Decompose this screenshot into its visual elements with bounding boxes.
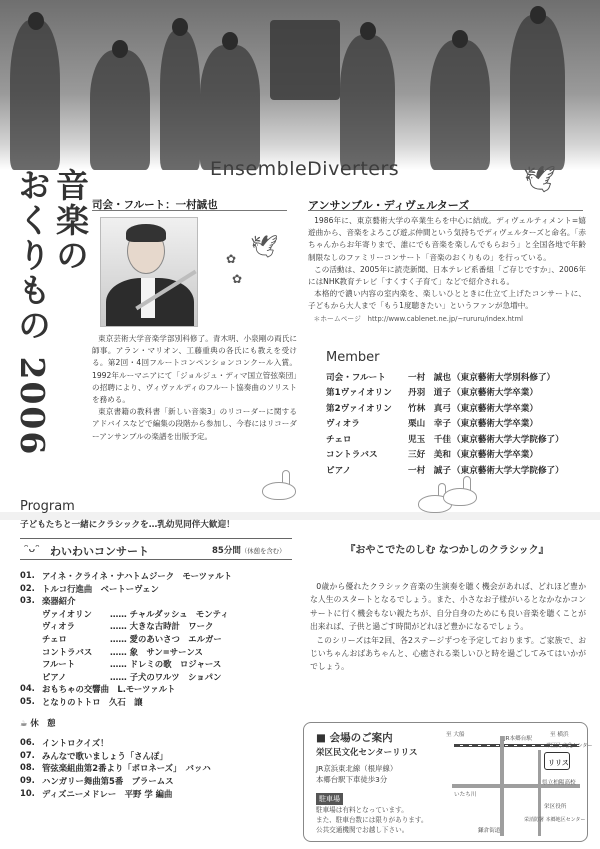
instrument-item: ピアノ …… 子犬のワルツ ショパン — [42, 671, 222, 682]
program-item: 09. ハンガリー舞曲第5番 ブラームス — [20, 774, 174, 786]
series-paragraph: このシリーズは年2回、各2ステージずつを予定しております。ご家族で、おじいちゃんおばあちゃんと、心癒される楽しいひと時を過ごしてみてはいかがでしょう。 — [310, 635, 586, 672]
break-item: ☕ 休 憩 — [20, 717, 56, 728]
ensemble-description — [308, 215, 586, 325]
member-row: ピアノ 一村 誠子 （東京藝術大学大学院修了） — [326, 465, 564, 476]
ensemble-heading: アンサンブル・ディヴェルターズ — [308, 199, 470, 212]
parking-tag: 駐車場 — [316, 793, 343, 805]
road — [538, 750, 541, 836]
program-item: 04. おもちゃの交響曲 L.モーツァルト — [20, 683, 176, 695]
venue-name: 栄区民文化センターリリス — [316, 748, 418, 758]
program-item: 06. イントロクイズ！ — [20, 737, 109, 749]
host-portrait — [100, 217, 198, 327]
program-item: 10. ディズニーメドレー 平野 学 編曲 — [20, 787, 173, 799]
member-row: 第2ヴァイオリン 竹林 真弓 （東京藝術大学卒業） — [326, 403, 538, 414]
program-item: 07. みんなで歌いましょう「さんぽ」 — [20, 749, 168, 761]
divider — [92, 210, 287, 211]
ensemble-paragraph: この活動は、2005年に読売新聞、日本テレビ系番組「ご存じですか」、2006年にはNHK教育テレビ「すくすく子育て」などで紹介される。 — [308, 264, 586, 287]
homepage-url: ＊ホームページ http://www.cablenet.ne.jp/~rururu/index.html — [313, 314, 523, 323]
venue-map: 至 大船 至 横浜 JR本郷台駅 栄区民 文化センター リリス 県立柏陽高校 栄区役所 いたち川 鎌倉街道 栄消防署 本郷地区センター — [446, 732, 593, 834]
instrument-item: フルート …… ドレミの歌 ロジャース — [42, 659, 222, 670]
member-row: コントラバス 三好 美和 （東京藝術大学卒業） — [326, 450, 538, 461]
vertical-title — [14, 168, 92, 468]
program-item: 01. アイネ・クライネ・ナハトムジーク モーツァルト — [20, 570, 233, 581]
divider — [308, 210, 583, 211]
series-paragraph: 0歳から優れたクラシック音楽の生演奏を聴く機会があれば、どれほど豊かな人生のスタートとなるでしょう。また、小さなお子様がいるとなかなかコンサートに行く機会もない親たちが、自分自身のためにも良い音楽を聴くことが出来れば、子供と過ごす時間がどれほど豊かになるでしょう。 — [310, 582, 586, 632]
program-item: 08. 管弦楽組曲第2番より「ポロネーズ」 バッハ — [20, 762, 211, 774]
host-bio — [92, 333, 297, 443]
venue-heading: ■ 会場のご案内 — [316, 732, 393, 744]
instrument-item: チェロ …… 愛のあいさつ エルガー — [42, 633, 222, 644]
program-item: 05. となりのトトロ 久石 譲 — [20, 695, 143, 707]
smile-icon: ᵔᴗᵔ — [24, 542, 40, 555]
host-label: 司会・フルート：一村誠也 — [92, 199, 218, 211]
instrument-item: ヴィオラ …… 大きな古時計 ワーク — [42, 621, 214, 632]
goose-icon — [443, 476, 479, 506]
member-row: 司会・フルート 一村 誠也 （東京藝術大学別科修了） — [326, 372, 556, 383]
member-list — [326, 369, 586, 478]
series-title: 『おやこでたのしむ なつかしのクラシック』 — [345, 545, 549, 556]
program-subtitle: 子どもたちと一緒にクラシックを…乳幼児同伴大歓迎！ — [20, 520, 235, 530]
ensemble-paragraph: 1986年に、東京藝術大学の卒業生らを中心に結成。ディヴェルティメント=嬉遊曲から、音楽をよろこび遊ぶ仲間という気持ちでディヴェルターズと命名。「赤ちゃんからお年寄りまで、誰にでも音楽を楽しんでもらおう」と全国各地で年齢制限なしのファミリーコンサート「音楽のおくりもの」を行っている。 — [308, 216, 586, 262]
goose-icon — [262, 470, 298, 500]
concert-header — [20, 538, 292, 560]
concert-title: わいわいコンサート — [50, 545, 149, 558]
member-row: 第1ヴァイオリン 丹羽 道子 （東京藝術大学卒業） — [326, 388, 538, 399]
program-heading: Program — [20, 499, 75, 514]
member-heading: Member — [326, 350, 380, 365]
program-item: 03. 楽器紹介 — [20, 595, 76, 607]
bird-icon: 🕊 — [523, 165, 557, 195]
parking-text: 駐車場は有料となっています。 また、駐車台数には限りがあります。 公共交通機関でお越し下さい。 — [316, 806, 428, 834]
ensemble-logo-text: EnsembleDiverters — [210, 158, 400, 180]
series-description — [310, 580, 586, 674]
member-row: ヴィオラ 栗山 幸子 （東京藝術大学卒業） — [326, 419, 538, 430]
venue-info-box — [303, 722, 593, 842]
flower-icon: ✿ — [232, 272, 243, 286]
title-line-2: おくりもの 2006 — [13, 168, 52, 457]
bio-paragraph: 東京芸術大学音楽学部別科修了。青木明、小泉剛の両氏に師事。アラン・マリオン、工藤重典の各氏にも教えを受ける。第2回・4回フルートコンペンションコンクール入賞。1992年ルーマニアにて「ジョルジュ・ディマ国立管弦楽団」の招聘により、ヴィヴァルディのフルート協奏曲のソリストを務める。 — [92, 334, 297, 405]
venue-access: JR京浜東北線（根岸線） 本郷台駅下車徒歩3分 — [316, 764, 398, 784]
program-item: 02. トルコ行進曲 ベートーヴェン — [20, 582, 159, 594]
ensemble-paragraph: 本格的で濃い内容の室内楽を、楽しいひとときに仕立て上げたコンサートに、子どもから大人まで「もう1度聴きたい」というファンが急増中。 — [308, 289, 586, 311]
flower-icon: ✿ — [226, 252, 237, 266]
instrument-item: コントラバス …… 象 サン=サーンス — [42, 646, 203, 657]
bird-icon: 🕊 — [250, 235, 278, 260]
concert-duration: 85分間（休憩を含む） — [212, 546, 286, 556]
instrument-item: ヴァイオリン …… チャルダッシュ モンティ — [42, 608, 229, 619]
bio-paragraph: 東京書籍の教科書「新しい音楽3」のリコーダーに関するアドバイスなどで編集の段階から参加し、今春にはリコーダーアンサンブルの楽譜を出版予定。 — [92, 407, 297, 441]
member-row: チェロ 児玉 千佳 （東京藝術大学大学院修了） — [326, 434, 564, 445]
program-list — [20, 570, 300, 800]
title-line-1: 音楽の — [51, 168, 90, 273]
ensemble-photo — [0, 0, 600, 170]
